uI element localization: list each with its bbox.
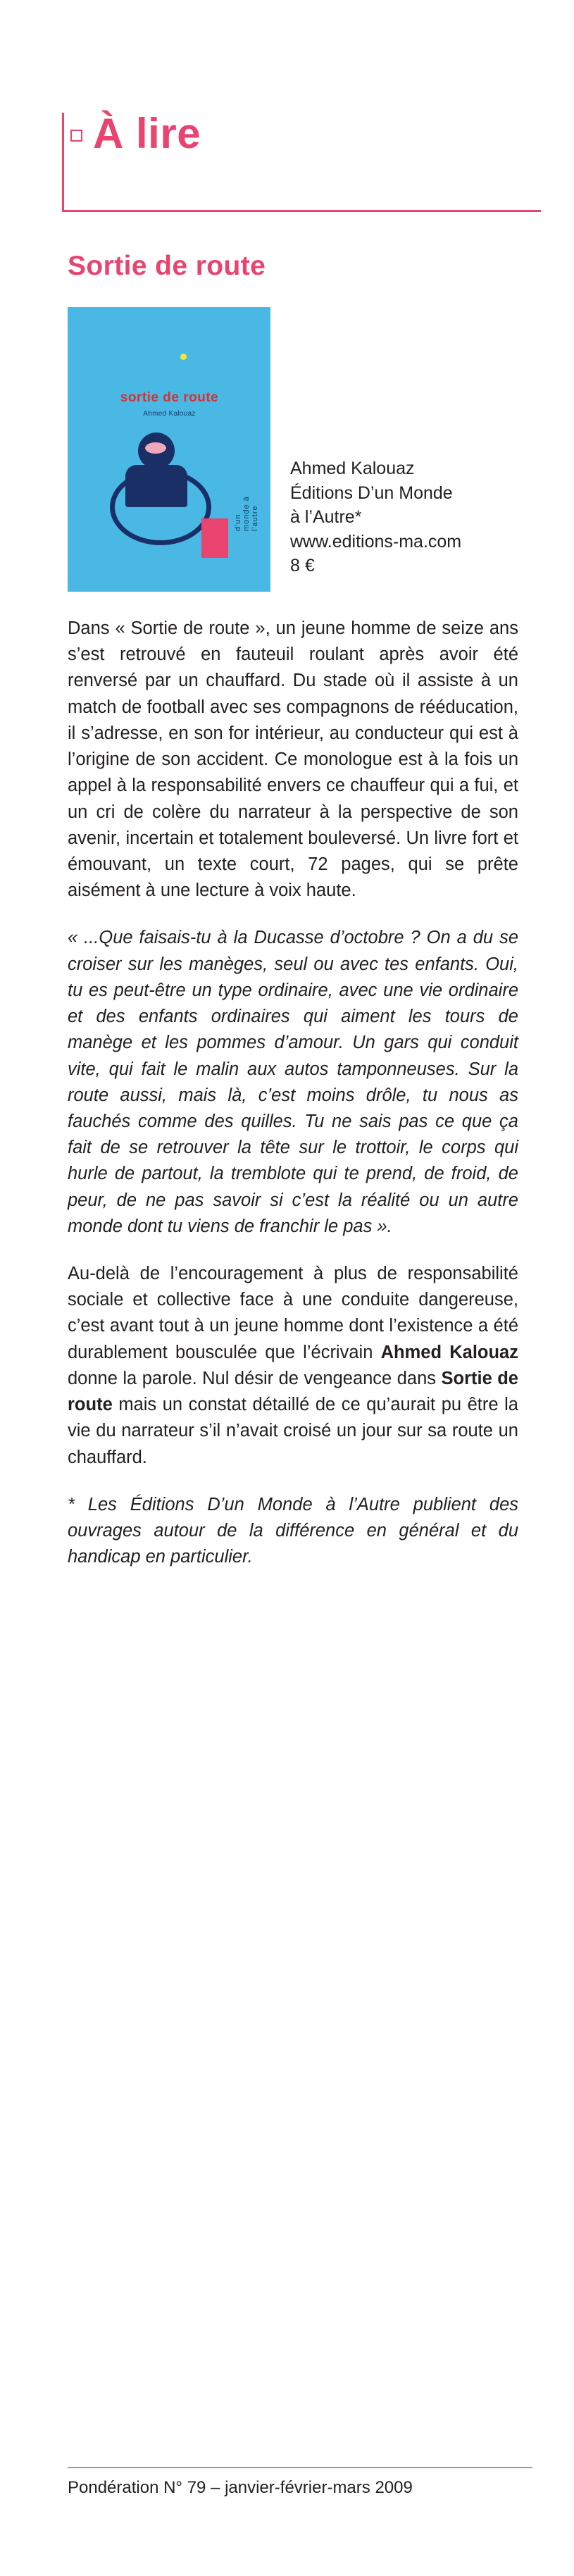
section-header (0, 106, 574, 232)
book-publisher-line2: à l’Autre* (290, 507, 362, 527)
author-name-highlight: Ahmed Kalouaz (380, 1342, 518, 1362)
book-publisher: Éditions D’un Monde (290, 483, 453, 503)
footer-divider (68, 2467, 532, 2468)
square-bullet-icon (70, 130, 82, 142)
figure-body-shape (125, 465, 187, 507)
header-vertical-rule (62, 113, 64, 211)
cover-dot-decoration (180, 354, 187, 360)
paragraph-intro: Dans « Sortie de route », un jeune homme de seize ans s’est retrouvé en fauteuil roulant après avoir été renversé par un chauffard. Du stade où il assiste à un match de football avec ses compagnons de rééducation, il s’adresse, en son for intérieur, au conducteur qui est à l’origine de son accident. Ce monologue est à la fois un appel à la responsabilité envers ce chauffeur qui a fui, et un cri de colère du narrateur à la perspective de son avenir, incertain et totalement bouleversé. Un livre fort et émouvant, un texte court, 72 pages, qui se prête aisément à une lecture à voix haute. (68, 618, 518, 901)
book-metadata (290, 307, 461, 578)
book-price: 8 € (290, 556, 315, 575)
figure-face-shape (145, 442, 166, 454)
paragraph-commentary-part1: Au-delà de l’encouragement à plus de responsabilité sociale et collective face à une conduite dangereuse, c’est avant tout à un jeune homme dont l’existence a été durablement bousculée que l’écrivain (68, 1264, 518, 1362)
book-website[interactable]: www.editions-ma.com (290, 531, 462, 552)
cover-title: sortie de route (120, 390, 219, 405)
paragraph-commentary-part2: donne la parole. Nul désir de vengeance dans (68, 1368, 442, 1388)
paragraph-commentary (68, 1261, 518, 1471)
book-title-highlight: Sortie de route (68, 1368, 518, 1415)
footer-text: Pondération N° 79 – janvier-février-mars 2009 (68, 2478, 413, 2497)
paragraph-footnote: * Les Éditions D’un Monde à l’Autre publient des ouvrages autour de la différence en général et du handicap en particulier. (68, 1494, 518, 1567)
cover-author: Ahmed Kalouaz (143, 410, 196, 418)
article-title: Sortie de route (68, 251, 266, 281)
book-author: Ahmed Kalouaz (290, 459, 415, 478)
page-footer (68, 2467, 532, 2498)
article-body (68, 616, 518, 1570)
book-block (68, 307, 518, 592)
header-horizontal-rule (62, 210, 541, 212)
section-title: À lire (93, 110, 201, 157)
paragraph-commentary-part3: mais un constat détaillé de ce qu’aurait pu être la vie du narrateur s’il n’avait croisé un jour sur sa route un chauffard. (68, 1395, 518, 1467)
book-cover-image (68, 307, 270, 592)
paragraph-quote: « ...Que faisais-tu à la Ducasse d’octobre ? On a du se croiser sur les manèges, seul ou avec tes enfants. Oui, tu es peut-être un type ordinaire, avec une vie ordinaire et des enfants ordinaires qui aiment les tours de manège et les pommes d’amour. Un gars qui conduit vite, qui fait le malin aux autos tamponneuses. Sur la route aussi, mais là, c’est moins drôle, tu nous as fauchés comme des quilles. Tu ne sais pas ce que ça fait de se retrouver la tête sur le trottoir, le corps qui hurle de partout, la tremblote qui te prend, de froid, de peur, de ne pas savoir si c’est la réalité ou un autre monde dont tu viens de franchir le pas ». (68, 928, 518, 1236)
cover-publisher-spine: d'un monde à l'autre (234, 496, 259, 531)
cover-wheelchair-illustration (104, 433, 210, 538)
cover-badge-shape (201, 518, 228, 558)
page (0, 106, 574, 2576)
